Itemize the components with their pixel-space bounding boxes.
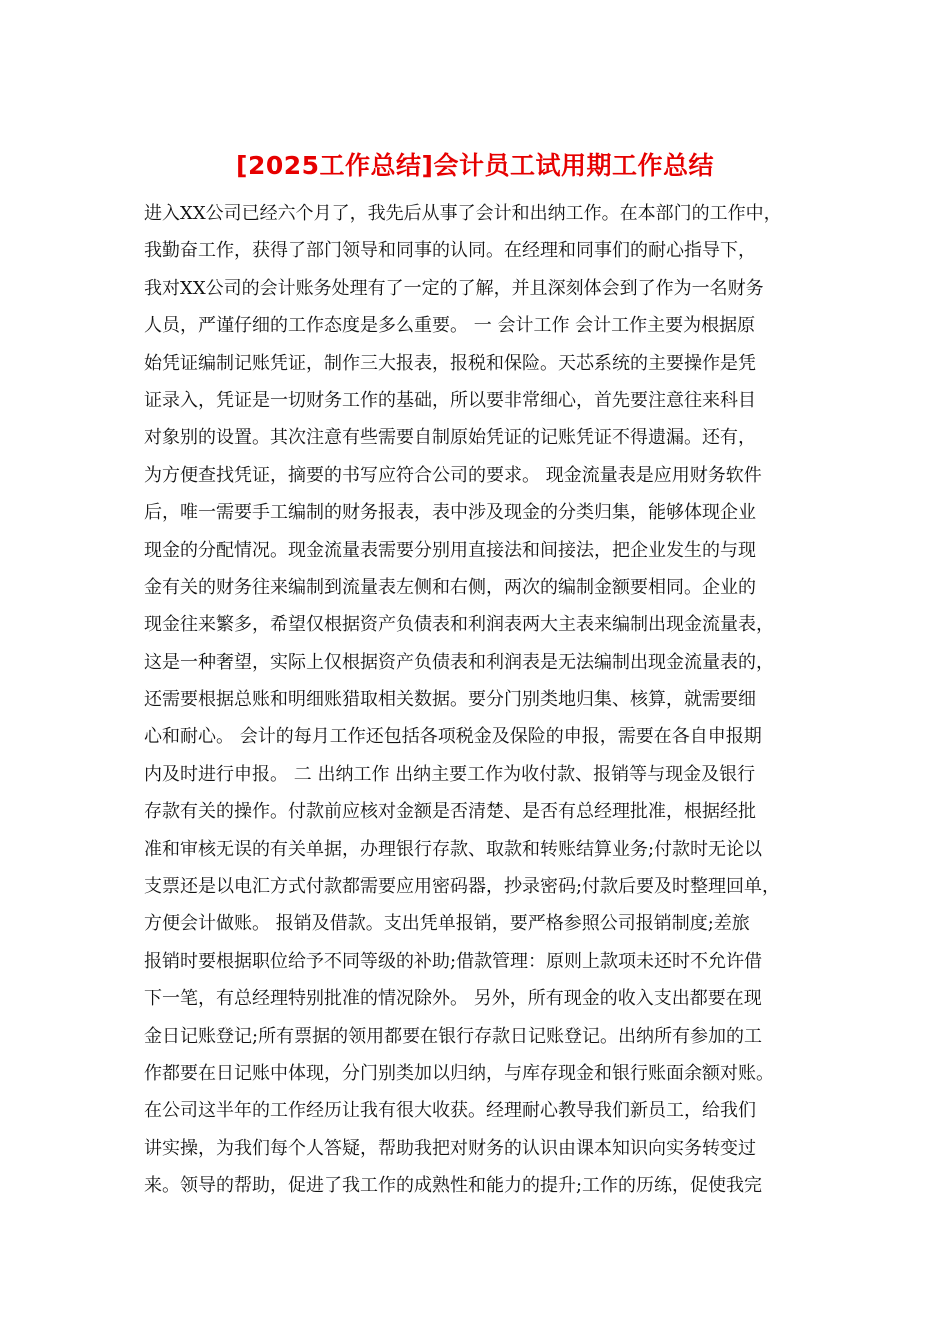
body-line: 来。领导的帮助，促进了我工作的成熟性和能力的提升;工作的历练，促使我完 xyxy=(144,1175,763,1197)
body-line: 作都要在日记账中体现，分门别类加以归纳，与库存现金和银行账面余额对账。 xyxy=(144,1062,774,1084)
body-line: 方便会计做账。 报销及借款。支出凭单报销，要严格参照公司报销制度;差旅 xyxy=(144,913,750,935)
body-line: 人员，严谨仔细的工作态度是多么重要。 一 会计工作 会计工作主要为根据原 xyxy=(144,315,756,337)
body-line: 后，唯一需要手工编制的财务报表，表中涉及现金的分类归集，能够体现企业 xyxy=(144,502,756,524)
body-line: 证录入，凭证是一切财务工作的基础，所以要非常细心，首先要注意往来科目 xyxy=(144,389,756,411)
body-line: 为方便查找凭证，摘要的书写应符合公司的要求。 现金流量表是应用财务软件 xyxy=(144,464,762,486)
body-line: 下一笔，有总经理特别批准的情况除外。 另外，所有现金的收入支出都要在现 xyxy=(144,988,762,1010)
body-line: 还需要根据总账和明细账猎取相关数据。要分门别类地归集、核算，就需要细 xyxy=(144,689,756,711)
body-line: 金有关的财务往来编制到流量表左侧和右侧，两次的编制金额要相同。企业的 xyxy=(144,576,756,598)
body-line: 报销时要根据职位给予不同等级的补助;借款管理：原则上款项未还时不允许借 xyxy=(144,950,763,972)
document-title: [2025工作总结]会计员工试用期工作总结 xyxy=(236,151,714,180)
body-line: 现金的分配情况。现金流量表需要分别用直接法和间接法，把企业发生的与现 xyxy=(144,539,756,561)
body-line: 金日记账登记;所有票据的领用都要在银行存款日记账登记。出纳所有参加的工 xyxy=(144,1025,763,1047)
body-line: 内及时进行申报。 二 出纳工作 出纳主要工作为收付款、报销等与现金及银行 xyxy=(144,763,756,785)
body-line: 支票还是以电汇方式付款都需要应用密码器，抄录密码;付款后要及时整理回单， xyxy=(144,876,781,898)
body-line: 这是一种奢望，实际上仅根据资产负债表和利润表是无法编制出现金流量表的， xyxy=(144,651,774,673)
body-line: 我勤奋工作，获得了部门领导和同事的认同。在经理和同事们的耐心指导下， xyxy=(144,240,756,262)
body-line: 准和审核无误的有关单据，办理银行存款、取款和转账结算业务;付款时无论以 xyxy=(144,838,763,860)
body-line: 始凭证编制记账凭证，制作三大报表，报税和保险。天芯系统的主要操作是凭 xyxy=(144,352,756,374)
body-line: 进入XX公司已经六个月了，我先后从事了会计和出纳工作。在本部门的工作中， xyxy=(144,203,782,224)
body-line: 在公司这半年的工作经历让我有很大收获。经理耐心教导我们新员工，给我们 xyxy=(144,1100,756,1122)
body-line: 对象别的设置。其次注意有些需要自制原始凭证的记账凭证不得遗漏。还有， xyxy=(144,427,756,449)
body-line: 心和耐心。 会计的每月工作还包括各项税金及保险的申报，需要在各自申报期 xyxy=(144,726,762,748)
document-body xyxy=(144,195,814,1205)
body-line: 现金往来繁多，希望仅根据资产负债表和利润表两大主表来编制出现金流量表， xyxy=(144,614,774,636)
body-line: 讲实操，为我们每个人答疑，帮助我把对财务的认识由课本知识向实务转变过 xyxy=(144,1137,756,1159)
body-line: 我对XX公司的会计账务处理有了一定的了解，并且深刻体会到了作为一名财务 xyxy=(144,277,764,299)
body-line: 存款有关的操作。付款前应核对金额是否清楚、是否有总经理批准，根据经批 xyxy=(144,801,756,823)
